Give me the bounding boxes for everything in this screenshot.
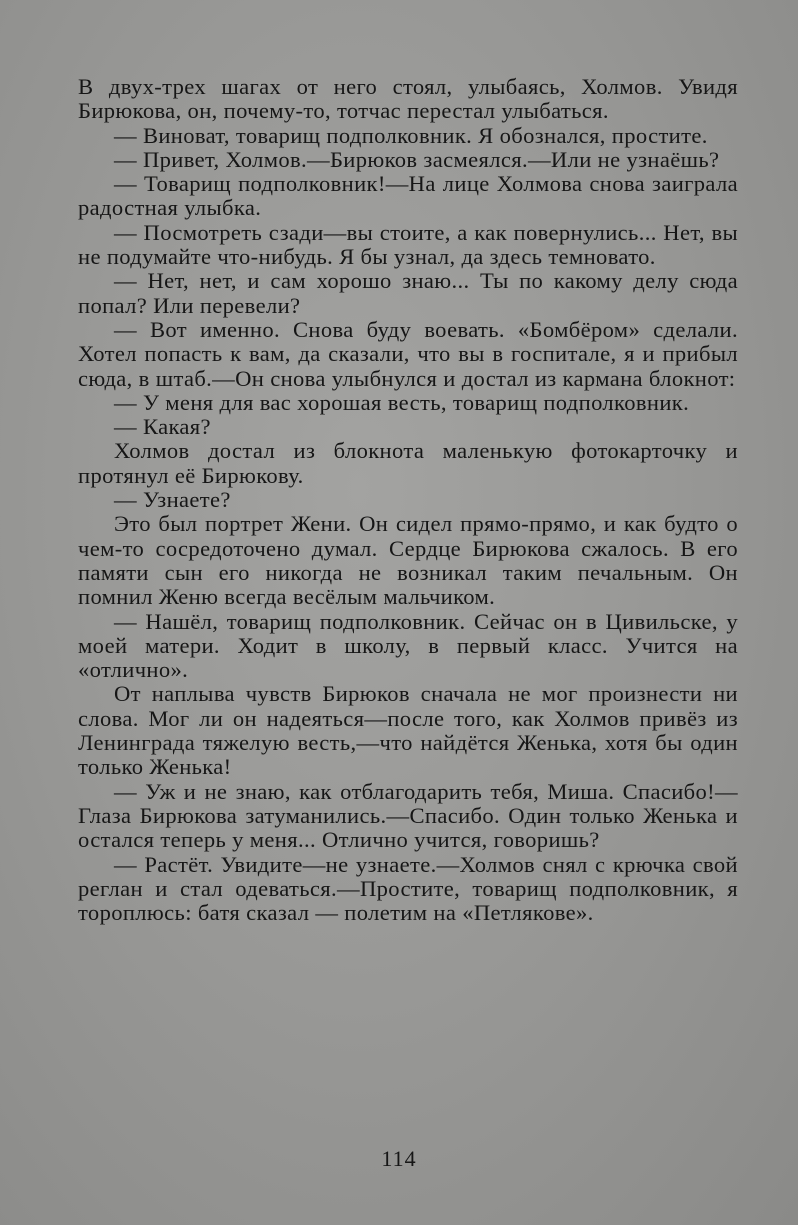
paragraph-2: — Виноват, товарищ подполковник. Я обознался, простите. bbox=[114, 122, 708, 148]
paragraph-14: От наплыва чувств Бирюков сначала не мог произнести ни слова. Мог ли он надеяться—после того, как Холмов привёз из Ленинграда тяжелую весть,—что найдётся Женька, хотя бы один только Женька! bbox=[78, 681, 738, 780]
page-number: 114 bbox=[381, 1146, 417, 1171]
paragraph-10: Холмов достал из блокнота маленькую фотокарточку и протянул её Бирюкову. bbox=[78, 438, 738, 488]
paragraph-16: — Растёт. Увидите—не узнаете.—Холмов снял с крючка свой реглан и стал одеваться.—Простите, товарищ подполковник, я тороплюсь: батя сказал — полетим на «Петлякове». bbox=[78, 851, 738, 926]
paragraph-15: — Уж и не знаю, как отблагодарить тебя, Миша. Спасибо!—Глаза Бирюкова затуманились.—Спасибо. Один только Женька и остался теперь у меня... Отлично учится, говоришь? bbox=[78, 778, 738, 853]
paragraph-5: — Посмотреть сзади—вы стоите, а как повернулись... Нет, вы не подумайте что-нибудь. Я бы узнал, да здесь темновато. bbox=[78, 219, 738, 270]
paragraph-1: В двух-трех шагах от него стоял, улыбаясь, Холмов. Увидя Бирюкова, он, почему-то, тотчас перестал улыбаться. bbox=[78, 74, 738, 124]
body-text bbox=[78, 75, 738, 925]
paragraph-4: — Товарищ подполковник!—На лице Холмова снова заиграла радостная улыбка. bbox=[78, 171, 738, 221]
paragraph-8: — У меня для вас хорошая весть, товарищ подполковник. bbox=[114, 389, 690, 415]
paragraph-11: — Узнаете? bbox=[114, 487, 231, 513]
paragraph-3: — Привет, Холмов.—Бирюков засмеялся.—Или не узнаёшь? bbox=[114, 146, 720, 172]
paragraph-12: Это был портрет Жени. Он сидел прямо-прямо, и как будто о чем-то сосредоточено думал. Сердце Бирюкова сжалось. В его памяти сын его никогда не возникал таким печальным. Он помнил Женю всегда весёлым мальчиком. bbox=[78, 511, 738, 610]
paragraph-6: — Нет, нет, и сам хорошо знаю... Ты по какому делу сюда попал? Или перевели? bbox=[78, 268, 738, 318]
paragraph-9: — Какая? bbox=[114, 414, 211, 440]
paragraph-13: — Нашёл, товарищ подполковник. Сейчас он в Цивильске, у моей матери. Ходит в школу, в первый класс. Учится на «отлично». bbox=[78, 608, 738, 683]
paragraph-7: — Вот именно. Снова буду воевать. «Бомбёром» сделали. Хотел попасть к вам, да сказали, что вы в госпитале, я и прибыл сюда, в штаб.—Он снова улыбнулся и достал из кармана блокнот: bbox=[78, 316, 738, 391]
